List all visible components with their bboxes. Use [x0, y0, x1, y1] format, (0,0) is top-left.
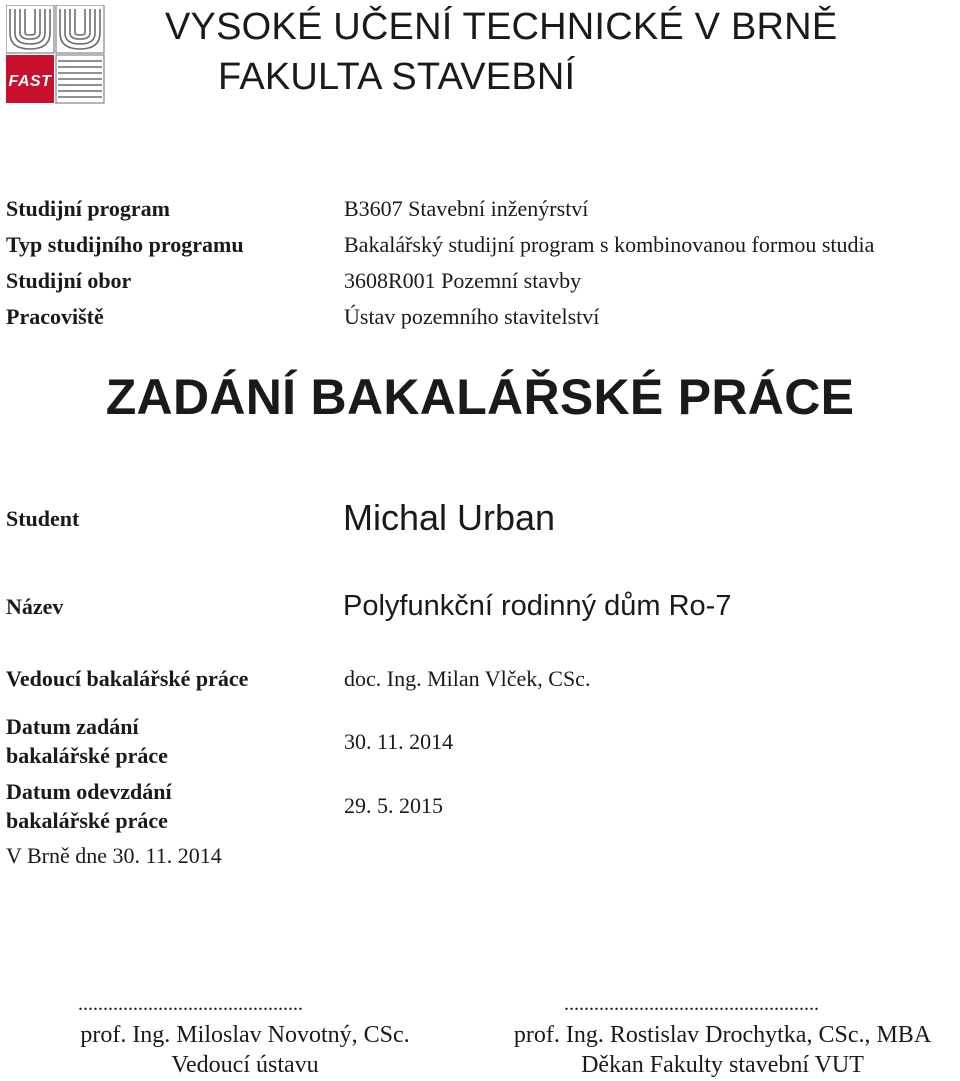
- program-type-value: Bakalářský studijní program s kombinovanou formou studia: [344, 232, 875, 257]
- vut-mark-right: [56, 5, 104, 53]
- submit-date-label-1: Datum odevzdání: [6, 779, 172, 804]
- signature-line-left: .............................................: [78, 993, 303, 1015]
- program-label: Studijní program: [6, 196, 171, 221]
- workplace-label: Pracoviště: [6, 304, 104, 329]
- signature-line-right: ...................................................: [564, 993, 819, 1015]
- student-value: Michal Urban: [343, 497, 556, 538]
- signatory-left-role: Vedoucí ústavu: [171, 1052, 319, 1078]
- signatory-left-name: prof. Ing. Miloslav Novotný, CSc.: [80, 1022, 410, 1048]
- field-value: 3608R001 Pozemní stavby: [344, 268, 582, 293]
- assign-date-label-2: bakalářské práce: [6, 743, 168, 768]
- field-label: Studijní obor: [6, 268, 132, 293]
- student-label: Student: [6, 506, 80, 531]
- submit-date-label-2: bakalářské práce: [6, 808, 168, 833]
- submit-date-value: 29. 5. 2015: [344, 793, 443, 818]
- university-name: VYSOKÉ UČENÍ TECHNICKÉ V BRNĚ: [165, 6, 838, 48]
- workplace-value: Ústav pozemního stavitelství: [344, 304, 600, 329]
- fast-logo: [6, 5, 106, 105]
- faculty-name: FAKULTA STAVEBNÍ: [218, 56, 576, 98]
- assign-date-label-1: Datum zadání: [6, 714, 139, 739]
- supervisor-value: doc. Ing. Milan Vlček, CSc.: [344, 666, 591, 691]
- supervisor-label: Vedoucí bakalářské práce: [6, 666, 249, 691]
- place-date: V Brně dne 30. 11. 2014: [6, 843, 222, 868]
- signatory-right-role: Děkan Fakulty stavební VUT: [581, 1052, 864, 1078]
- assign-date-value: 30. 11. 2014: [344, 729, 454, 754]
- signatory-right-name: prof. Ing. Rostislav Drochytka, CSc., MBA: [513, 1022, 932, 1048]
- fast-logo-text: FAST: [8, 73, 52, 90]
- thesis-name-value: Polyfunkční rodinný dům Ro-7: [343, 590, 732, 622]
- program-value: B3607 Stavební inženýrství: [344, 196, 589, 221]
- thesis-name-label: Název: [6, 594, 64, 619]
- vut-mark: [6, 5, 54, 53]
- logo-stripes: [56, 55, 104, 103]
- document-title: ZADÁNÍ BAKALÁŘSKÉ PRÁCE: [105, 369, 855, 425]
- program-type-label: Typ studijního programu: [6, 232, 244, 257]
